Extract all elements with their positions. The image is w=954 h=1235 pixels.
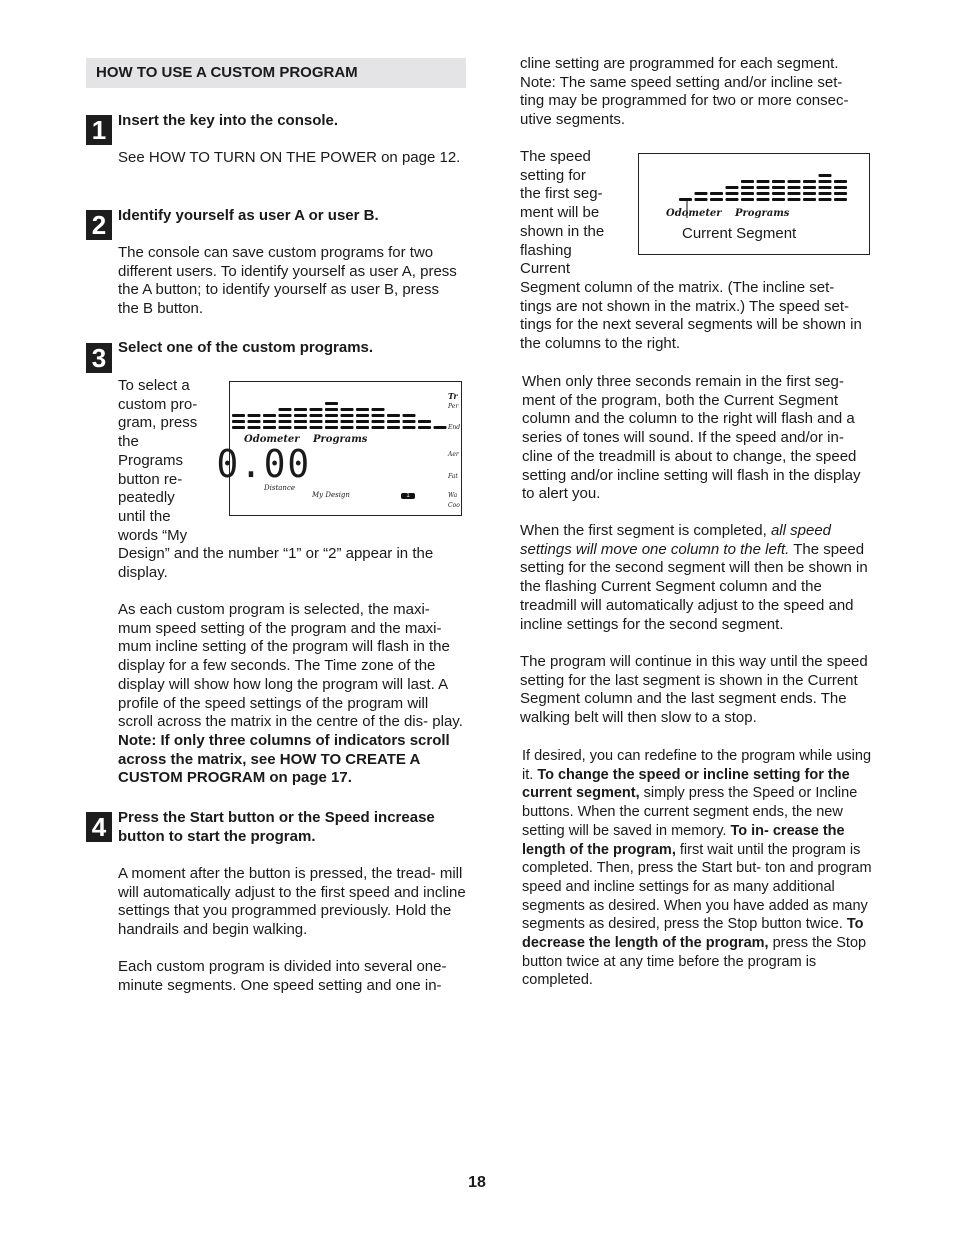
matrix-segment <box>819 180 832 183</box>
paragraph-text: press the Stop button twice at any time before the program is completed. <box>522 935 867 989</box>
wrap-line: the <box>118 433 139 451</box>
matrix-segment <box>741 198 754 201</box>
matrix-segment <box>356 426 369 429</box>
matrix-segment <box>232 426 245 429</box>
matrix-segment <box>341 420 354 423</box>
section-title: HOW TO USE A CUSTOM PROGRAM <box>96 64 358 81</box>
paragraph-text: If desired, you can redefine to the program while using it. <box>522 748 872 783</box>
matrix-segment <box>263 420 276 423</box>
matrix-segment <box>387 420 400 423</box>
programs-label: Programs <box>313 434 368 445</box>
wrap-line: peatedly <box>118 489 175 507</box>
matrix-segment <box>403 420 416 423</box>
wrap-line: shown in the <box>520 222 605 240</box>
time-digits: 0.00 <box>216 442 312 486</box>
matrix-segment <box>248 426 261 429</box>
matrix-segment <box>772 192 785 195</box>
matrix-segment <box>772 198 785 201</box>
right-paragraph-3: When only three seconds remain in the first seg- ment of the program, both the Current Segment column and the column to the right will flash and a series of tones will sound. If the speed and/or in- cline of the treadmill is about to change, the speed setting and/or incline setting will flash in the display to alert you. <box>522 373 861 503</box>
matrix-segment <box>294 414 307 417</box>
matrix-segment <box>772 186 785 189</box>
matrix-segment <box>325 414 338 417</box>
step-number-4: 4 <box>86 812 112 842</box>
matrix-segment <box>819 198 832 201</box>
matrix-segment <box>418 426 431 429</box>
matrix-segment <box>248 414 261 417</box>
matrix-segment <box>695 198 708 201</box>
matrix-segment <box>372 420 385 423</box>
matrix-segment <box>803 198 816 201</box>
matrix-segment <box>788 186 801 189</box>
matrix-segment <box>710 198 723 201</box>
matrix-segment <box>403 414 416 417</box>
matrix-segment <box>726 192 739 195</box>
matrix-segment <box>294 420 307 423</box>
wrap-line: gram, press <box>118 414 198 432</box>
matrix-segment <box>279 414 292 417</box>
matrix-segment <box>232 414 245 417</box>
step-1-text: See HOW TO TURN ON THE POWER on page 12. <box>118 149 461 166</box>
console-display-figure <box>216 381 462 516</box>
wrap-line: To select a <box>118 377 190 394</box>
right-label-5: Wa <box>448 492 458 499</box>
right-wrap-text <box>520 148 632 279</box>
step-4-text-2: Each custom program is divided into several one- minute segments. One speed setting and one in- <box>118 958 447 994</box>
step-3-heading: Select one of the custom programs. <box>118 339 374 356</box>
step-number-3: 3 <box>86 343 112 373</box>
matrix-segment <box>757 180 770 183</box>
matrix-segment <box>372 408 385 411</box>
matrix-segment <box>834 192 847 195</box>
matrix-segment <box>341 426 354 429</box>
matrix-segment <box>294 408 307 411</box>
matrix-segment <box>356 408 369 411</box>
matrix-segment <box>679 198 692 201</box>
matrix-segment <box>372 426 385 429</box>
right-label-1: Per <box>448 403 459 410</box>
wrap-line: Current <box>520 260 571 278</box>
matrix-segment <box>279 426 292 429</box>
wrap-line: the first seg- <box>520 185 603 203</box>
matrix-segment <box>310 426 323 429</box>
matrix-segment <box>325 408 338 411</box>
matrix-segment <box>248 420 261 423</box>
matrix-segment <box>263 426 276 429</box>
step-3-continuation: Design” and the number “1” or “2” appear in the display. <box>118 545 434 581</box>
matrix-segment <box>788 180 801 183</box>
odometer-label: Odometer <box>666 208 722 219</box>
step-3-paragraph-2 <box>118 601 466 788</box>
step-number-1: 1 <box>86 115 112 145</box>
programs-label: Programs <box>735 208 790 219</box>
right-label-3: Aer <box>448 451 459 458</box>
matrix-segment <box>741 180 754 183</box>
matrix-segment <box>819 174 832 177</box>
matrix-segment <box>434 426 447 429</box>
matrix-segment <box>772 180 785 183</box>
wrap-line: until the <box>118 507 171 525</box>
matrix-segment <box>279 420 292 423</box>
matrix-segment <box>387 414 400 417</box>
matrix-segment <box>757 198 770 201</box>
paragraph-bold: To change the speed or incline setting for the current segment, <box>522 766 850 802</box>
matrix-segment <box>834 186 847 189</box>
step-2-heading: Identify yourself as user A or user B. <box>118 207 379 224</box>
my-design-label: My Design <box>312 491 350 499</box>
right-paragraph-2-continuation: Segment column of the matrix. (The incline set- tings are not shown in the matrix.) The speed set- tings for the next several segments will be shown in the columns to the right. <box>520 279 862 353</box>
matrix-segment <box>788 192 801 195</box>
matrix-segment <box>834 198 847 201</box>
paragraph-text: first wait until the program is completed. Then, press the Start but- ton and program speed and incline settings for as many additional segments as desired. When you have added as many segments as desired, press the Stop button twice. <box>522 841 872 933</box>
current-segment-caption: Current Segment <box>682 225 797 242</box>
right-paragraph-4 <box>520 522 870 634</box>
matrix-segment <box>310 420 323 423</box>
matrix-segment <box>325 426 338 429</box>
wrap-line: setting for <box>520 166 586 184</box>
matrix-segment <box>310 408 323 411</box>
page-number: 18 <box>468 1174 486 1191</box>
matrix-segment <box>710 192 723 195</box>
matrix-segment <box>741 192 754 195</box>
matrix-segment <box>325 402 338 405</box>
matrix-segment <box>232 420 245 423</box>
paragraph-bold: To decrease the length of the program, <box>522 916 864 952</box>
wrap-line: button re- <box>118 470 183 488</box>
program-matrix <box>230 382 461 442</box>
wrap-line: flashing <box>520 241 572 259</box>
step-2-text: The console can save custom programs for two different users. To identify yourself as user A, press the A button; to identify yourself as user B, press the B button. <box>118 244 457 318</box>
matrix-segment <box>819 192 832 195</box>
paragraph-text: When the first segment is completed, <box>520 522 771 539</box>
matrix-segment <box>803 192 816 195</box>
matrix-segment <box>726 198 739 201</box>
paragraph-text: simply press the Speed or Incline buttons. When the current segment ends, the new setting will be saved in memory. <box>522 785 858 839</box>
matrix-segment <box>757 186 770 189</box>
matrix-segment <box>695 192 708 195</box>
wrap-line: words “My <box>118 526 188 544</box>
step-number-2: 2 <box>86 210 112 240</box>
matrix-segment <box>356 420 369 423</box>
step-1-heading: Insert the key into the console. <box>118 112 339 129</box>
step-3-wrap-text <box>118 377 228 545</box>
step-4-heading: Press the Start button or the Speed increase button to start the program. <box>118 809 435 845</box>
matrix-segment <box>788 198 801 201</box>
matrix-segment <box>356 414 369 417</box>
matrix-segment <box>803 180 816 183</box>
matrix-segment <box>834 180 847 183</box>
paragraph-text: The speed setting for the second segment will then be shown in the flashing Current Segment column and the treadmill will automatically adjust to the speed and incline settings for the second segment. <box>520 540 868 633</box>
paragraph-text: As each custom program is selected, the maxi- mum speed setting of the program and the maxi- mum incline setting of the program will flash in the display for a few seconds. The Time zone of the display will show how long the program will last. A profile of the speed settings of the program will scroll across the matrix in the centre of the dis- play. <box>118 601 463 731</box>
matrix-segment <box>294 426 307 429</box>
matrix-segment <box>279 408 292 411</box>
matrix-segment <box>819 186 832 189</box>
wrap-line: ment will be <box>520 204 600 222</box>
paragraph-note: Note: If only three columns of indicators scroll across the matrix, see HOW TO CREATE A CUSTOM PROGRAM on page 17. <box>118 731 450 787</box>
matrix-segment <box>341 408 354 411</box>
right-paragraph-5: The program will continue in this way until the speed setting for the last segment is shown in the Current Segment column and the last segment ends. The walking belt will then slow to a stop. <box>520 653 868 727</box>
step-4-text-1: A moment after the button is pressed, the tread- mill will automatically adjust to the first speed and incline settings that you programmed previously. Hold the handrails and begin walking. <box>118 865 466 939</box>
right-paragraph-1: cline setting are programmed for each segment. Note: The same speed setting and/or incline set- ting may be programmed for two or more consec- utive segments. <box>520 55 849 129</box>
matrix-segment <box>310 414 323 417</box>
matrix-segment <box>263 414 276 417</box>
wrap-line: The speed <box>520 148 591 165</box>
right-label-4: Fat <box>448 473 458 480</box>
segment-matrix <box>639 154 869 209</box>
distance-label: Distance <box>264 484 296 492</box>
matrix-segment <box>418 420 431 423</box>
wrap-line: custom pro- <box>118 395 198 413</box>
matrix-segment <box>341 414 354 417</box>
matrix-segment <box>325 420 338 423</box>
paragraph-emphasis: all speed settings will move one column to the left. <box>520 522 831 558</box>
matrix-segment <box>803 186 816 189</box>
matrix-segment <box>403 426 416 429</box>
wrap-line: Programs <box>118 451 184 469</box>
right-paragraph-6 <box>522 747 872 990</box>
right-label-0: Tr <box>448 391 458 401</box>
matrix-segment <box>372 414 385 417</box>
my-design-number-badge <box>401 493 415 499</box>
right-label-6: Coo <box>448 502 460 509</box>
matrix-segment <box>741 186 754 189</box>
right-label-2: End <box>448 424 461 431</box>
badge-number: 1 <box>406 493 410 499</box>
matrix-segment <box>387 426 400 429</box>
current-segment-figure <box>638 153 870 255</box>
paragraph-bold: To in- crease the length of the program, <box>522 822 845 858</box>
matrix-segment <box>757 192 770 195</box>
odometer-label: Odometer <box>244 434 300 445</box>
matrix-segment <box>726 186 739 189</box>
